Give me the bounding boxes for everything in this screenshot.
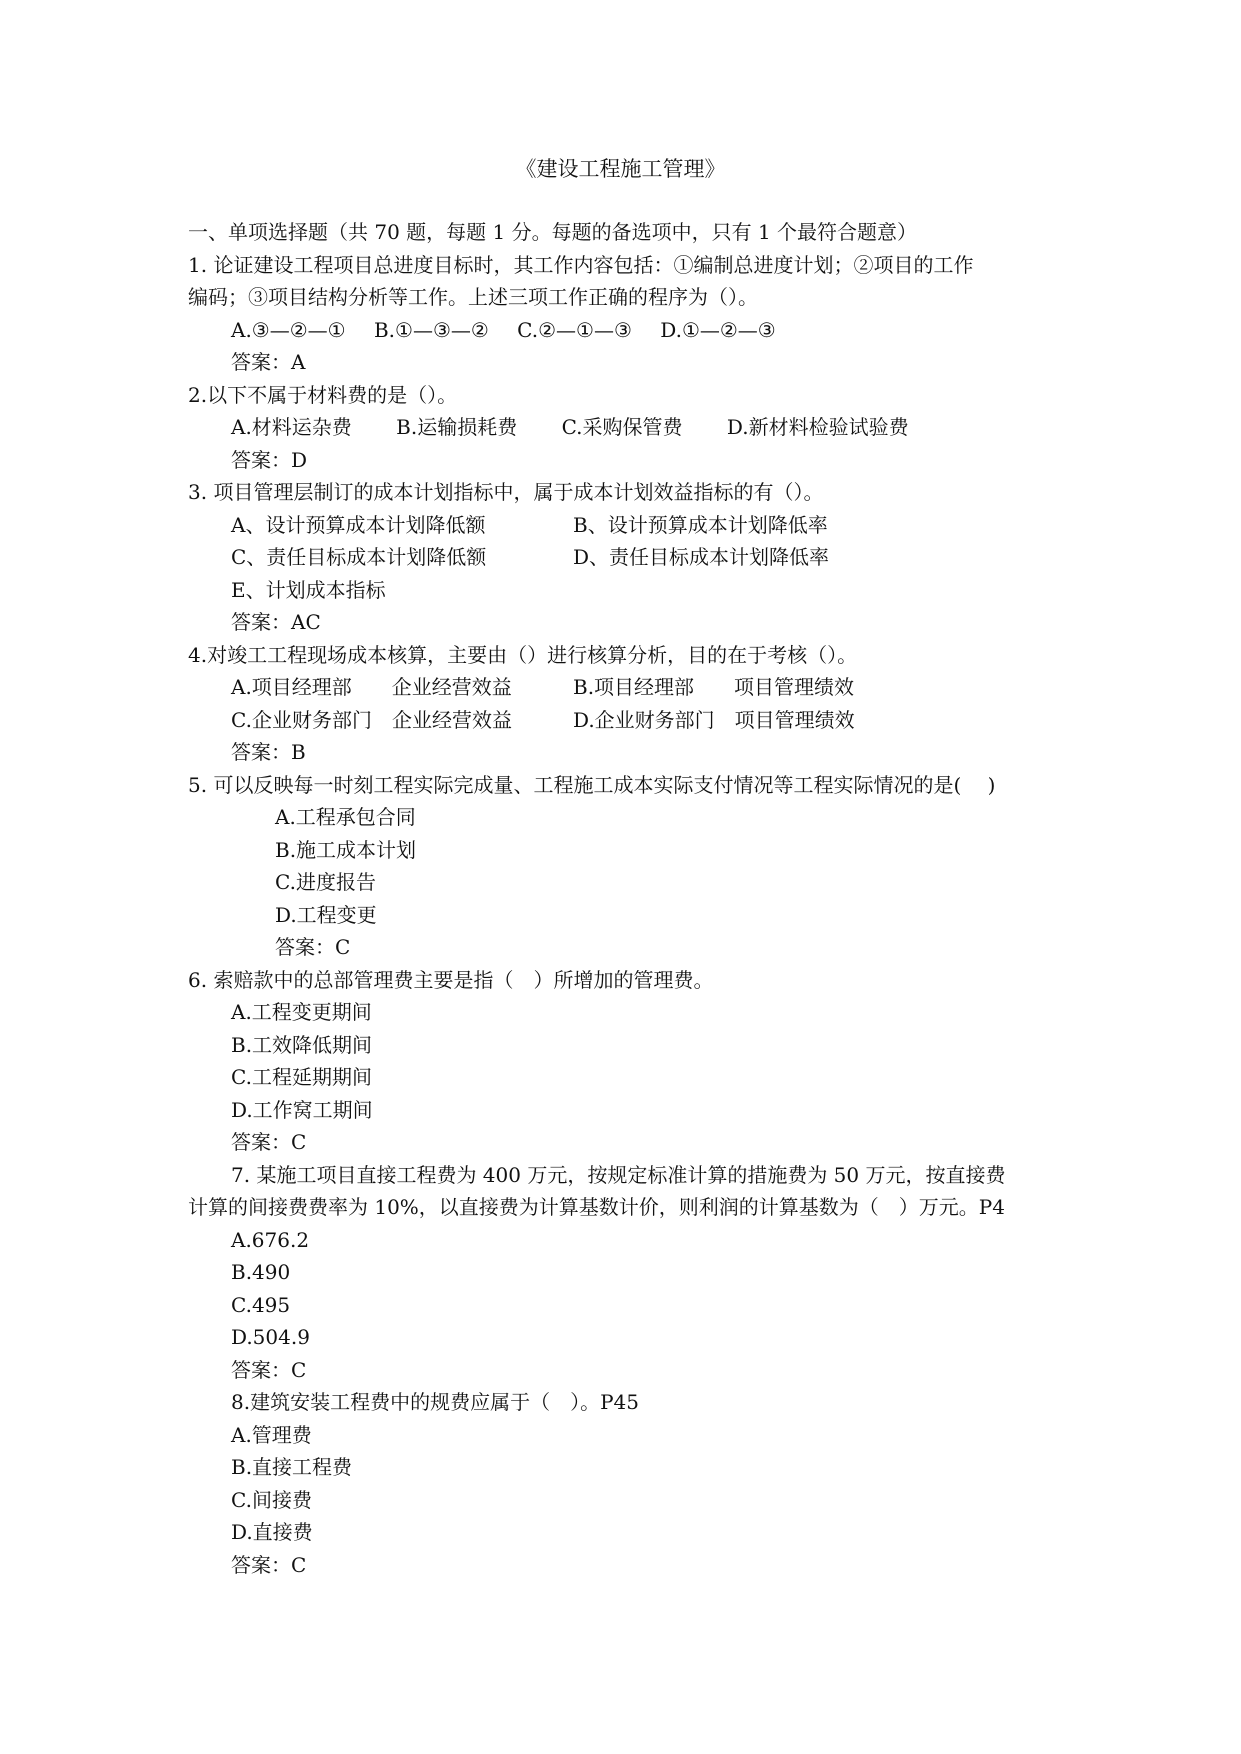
- option: B.直接工程费: [231, 1455, 353, 1479]
- option: D.工作窝工期间: [231, 1097, 373, 1122]
- answer: 答案：B: [231, 740, 306, 764]
- answer: 答案：AC: [231, 610, 321, 634]
- question-stem: 8.建筑安装工程费中的规费应属于（ ）。P45: [231, 1390, 639, 1414]
- answer: 答案：C: [275, 935, 351, 959]
- option: B.运输损耗费: [396, 415, 518, 439]
- option: B.①—③—②: [373, 317, 489, 342]
- option: C.间接费: [231, 1487, 312, 1512]
- question-2: [188, 379, 1058, 477]
- option: A.管理费: [231, 1422, 312, 1447]
- question-7: [188, 1159, 1058, 1387]
- option: D.工程变更: [275, 902, 377, 927]
- question-stem: 4.对竣工工程现场成本核算，主要由（）进行核算分析，目的在于考核（）。: [188, 642, 858, 667]
- question-5: [188, 769, 1058, 964]
- option: D.直接费: [231, 1520, 313, 1544]
- question-stem: 7. 某施工项目直接工程费为 400 万元，按规定标准计算的措施费为 50 万元，按直接费: [231, 1162, 1006, 1187]
- question-1: [188, 249, 1058, 379]
- option: C.工程延期期间: [231, 1065, 372, 1089]
- option: C.采购保管费: [561, 415, 683, 439]
- option: B、设计预算成本计划降低率: [573, 512, 828, 537]
- option: D、责任目标成本计划降低率: [573, 545, 830, 569]
- options-row: [188, 541, 1058, 574]
- option: D.新材料检验试验费: [726, 415, 909, 439]
- answer: 答案：A: [231, 350, 306, 374]
- option: A.③—②—①: [231, 317, 346, 342]
- option: D.504.9: [231, 1325, 310, 1349]
- option: A.项目经理部 企业经营效益: [231, 675, 512, 699]
- answer: 答案：C: [231, 1357, 307, 1382]
- options-row: [188, 671, 1058, 704]
- option: A、设计预算成本计划降低额: [231, 512, 486, 537]
- option: A.工程承包合同: [275, 805, 416, 829]
- option: A.工程变更期间: [231, 1000, 372, 1024]
- question-3: [188, 476, 1058, 639]
- answer: 答案：D: [231, 447, 308, 472]
- question-stem: 3. 项目管理层制订的成本计划指标中，属于成本计划效益指标的有（）。: [188, 480, 824, 504]
- question-stem: 2.以下不属于材料费的是（）。: [188, 382, 458, 407]
- document-title: 《建设工程施工管理》: [515, 157, 726, 181]
- option: C.企业财务部门 企业经营效益: [231, 707, 512, 732]
- question-stem: 编码；③项目结构分析等工作。上述三项工作正确的程序为（）。: [188, 285, 758, 309]
- question-stem: 1. 论证建设工程项目总进度目标时，其工作内容包括：①编制总进度计划；②项目的工作: [188, 252, 974, 277]
- question-stem: 计算的间接费费率为 10%，以直接费为计算基数计价，则利润的计算基数为（ ）万元。P4: [188, 1195, 1005, 1219]
- options-row: [188, 704, 1058, 737]
- option: C.②—①—③: [517, 317, 632, 342]
- option: C、责任目标成本计划降低额: [231, 545, 487, 569]
- option: B.施工成本计划: [275, 837, 417, 862]
- options-row: [188, 509, 1058, 542]
- options-row: [188, 411, 1058, 444]
- option: B.项目经理部 项目管理绩效: [573, 675, 855, 699]
- document-body: [188, 216, 1058, 1581]
- options-row: [188, 314, 1058, 347]
- question-6: [188, 964, 1058, 1159]
- option: D.①—②—③: [660, 317, 776, 342]
- option: E、计划成本指标: [231, 577, 386, 602]
- option: C.495: [231, 1292, 291, 1317]
- question-8: [188, 1386, 1058, 1581]
- answer: 答案：C: [231, 1130, 307, 1154]
- option: A.676.2: [231, 1227, 310, 1252]
- option: D.企业财务部门 项目管理绩效: [573, 707, 855, 732]
- option: A.材料运杂费: [231, 415, 352, 439]
- option: C.进度报告: [275, 870, 376, 894]
- question-stem: 5. 可以反映每一时刻工程实际完成量、工程施工成本实际支付情况等工程实际情况的是( ): [188, 772, 996, 797]
- option: B.490: [231, 1260, 291, 1284]
- option: B.工效降低期间: [231, 1032, 373, 1057]
- question-4: [188, 639, 1058, 769]
- question-stem: 6. 索赔款中的总部管理费主要是指（ ）所增加的管理费。: [188, 967, 714, 992]
- section-heading: 一、单项选择题（共 70 题，每题 1 分。每题的备选项中，只有 1 个最符合题意）: [188, 220, 918, 244]
- answer: 答案：C: [231, 1552, 307, 1577]
